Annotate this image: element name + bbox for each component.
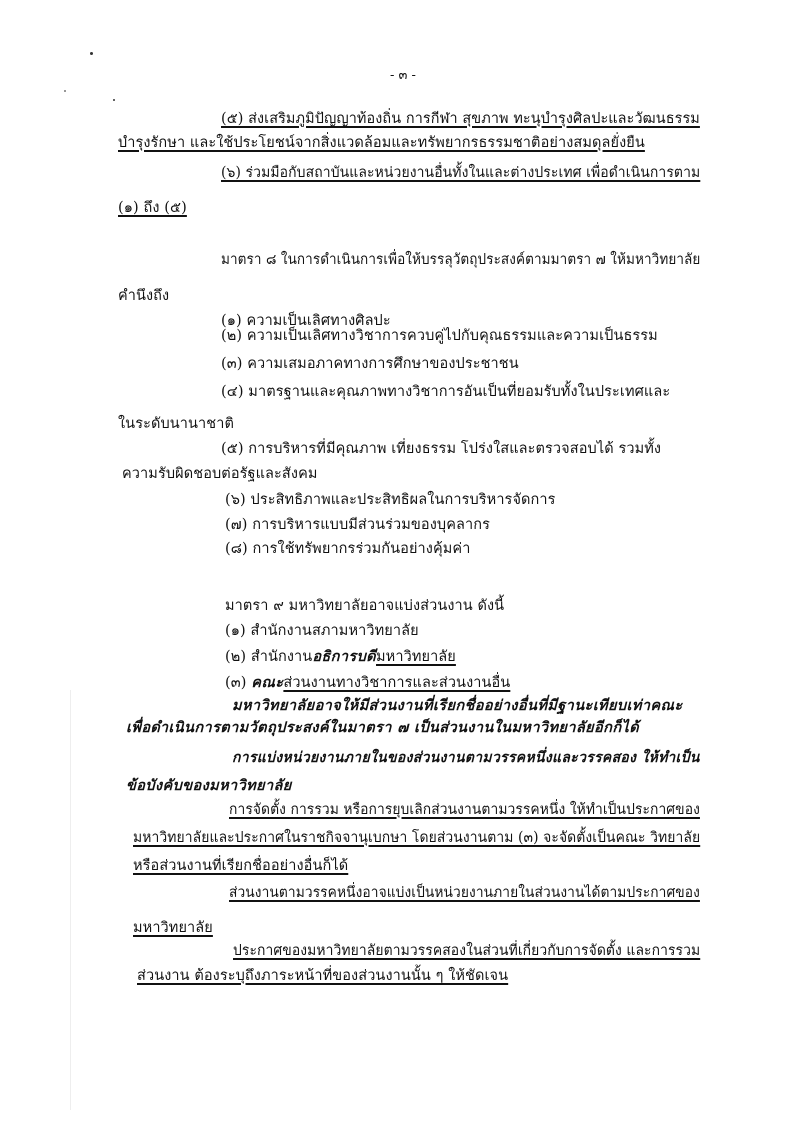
- list-item: (๒) ความเป็นเลิศทางวิชาการควบคู่ไปกับคุณธรรมและความเป็นธรรม: [221, 328, 658, 344]
- text-line: ส่วนงาน ต้องระบุถึงภาระหน้าที่ของส่วนงานนั้น ๆ ให้ชัดเจน: [137, 968, 509, 984]
- list-item: (๕) การบริหารที่มีคุณภาพ เที่ยงธรรม โปร่งใสและตรวจสอบได้ รวมทั้ง: [221, 441, 662, 457]
- text-line: หรือส่วนงานที่เรียกชื่ออย่างอื่นก็ได้: [133, 858, 349, 874]
- underlined-text: ส่วนงานทางวิชาการและส่วนงานอื่น: [283, 675, 511, 691]
- text-line: ความรับผิดชอบต่อรัฐและสังคม: [122, 466, 318, 482]
- scan-speck: [64, 90, 66, 92]
- list-item: [225, 648, 456, 666]
- text-line: มหาวิทยาลัย: [133, 920, 213, 936]
- list-item: (๔) มาตรฐานและคุณภาพทางวิชาการอันเป็นที่ยอมรับทั้งในประเทศและ: [221, 384, 671, 400]
- underlined-text: มหาวิทยาลัย: [376, 649, 456, 665]
- text-run: (๒) สำนักงาน: [225, 649, 313, 665]
- text-run: (๓): [225, 675, 252, 691]
- list-item: (๘) การใช้ทรัพยากรร่วมกันอย่างคุ้มค่า: [225, 541, 471, 557]
- scan-speck: [90, 52, 93, 55]
- struck-text-line: การแบ่งหน่วยงานภายในของส่วนงานตามวรรคหนึ่งและวรรคสอง ให้ทำเป็น: [232, 749, 700, 766]
- text-line: (๕) ส่งเสริมภูมิปัญญาท้องถิ่น การกีฬา สุขภาพ ทะนุบำรุงศิลปะและวัฒนธรรม: [221, 111, 700, 127]
- struck-text-line: มหาวิทยาลัยอาจให้มีส่วนงานที่เรียกชื่ออย่างอื่นที่มีฐานะเทียบเท่าคณะ: [232, 697, 683, 714]
- text-line: บำรุงรักษา และใช้ประโยชน์จากสิ่งแวดล้อมและทรัพยากรธรรมชาติอย่างสมดุลยั่งยืน: [118, 135, 645, 151]
- struck-text-line: ข้อบังคับของมหาวิทยาลัย: [126, 777, 292, 794]
- text-line: การจัดตั้ง การรวม หรือการยุบเลิกส่วนงานตามวรรคหนึ่ง ให้ทำเป็นประกาศของ: [229, 802, 700, 818]
- list-item: (๑) ความเป็นเลิศทางศิลปะ: [221, 313, 391, 329]
- handwritten-edit: อธิการบดี: [312, 648, 377, 665]
- list-item: (๑) สำนักงานสภามหาวิทยาลัย: [225, 623, 419, 639]
- text-line: (๑) ถึง (๕): [118, 200, 187, 216]
- section-heading-line: มาตรา ๙ มหาวิทยาลัยอาจแบ่งส่วนงาน ดังนี้: [225, 598, 505, 614]
- list-item: (๗) การบริหารแบบมีส่วนร่วมของบุคลากร: [225, 517, 491, 533]
- text-line: ประกาศของมหาวิทยาลัยตามวรรคสองในส่วนที่เกี่ยวกับการจัดตั้ง และการรวม: [233, 943, 701, 959]
- text-line: คำนึงถึง: [118, 288, 170, 304]
- section-heading-line: มาตรา ๘ ในการดำเนินการเพื่อให้บรรลุวัตถุประสงค์ตามมาตรา ๗ ให้มหาวิทยาลัย: [221, 252, 701, 268]
- text-line: (๖) ร่วมมือกับสถาบันและหน่วยงานอื่นทั้งในและต่างประเทศ เพื่อดำเนินการตาม: [221, 165, 701, 181]
- page-number: - ๓ -: [390, 68, 416, 83]
- list-item: (๓) ความเสมอภาคทางการศึกษาของประชาชน: [221, 356, 519, 372]
- handwritten-edit: คณะ: [251, 674, 284, 691]
- text-line: ในระดับนานาชาติ: [118, 416, 234, 432]
- list-item: (๖) ประสิทธิภาพและประสิทธิผลในการบริหารจัดการ: [225, 492, 556, 508]
- scan-margin-mark: [70, 690, 71, 1110]
- text-line: มหาวิทยาลัยและประกาศในราชกิจจานุเบกษา โดยส่วนงานตาม (๓) จะจัดตั้งเป็นคณะ วิทยาลัย: [133, 830, 701, 846]
- struck-text-line: เพื่อดำเนินการตามวัตถุประสงค์ในมาตรา ๗ เป็นส่วนงานในมหาวิทยาลัยอีกก็ได้: [126, 719, 640, 736]
- list-item: [225, 674, 510, 692]
- text-line: ส่วนงานตามวรรคหนึ่งอาจแบ่งเป็นหน่วยงานภายในส่วนงานได้ตามประกาศของ: [229, 885, 700, 901]
- scan-speck: [113, 99, 115, 101]
